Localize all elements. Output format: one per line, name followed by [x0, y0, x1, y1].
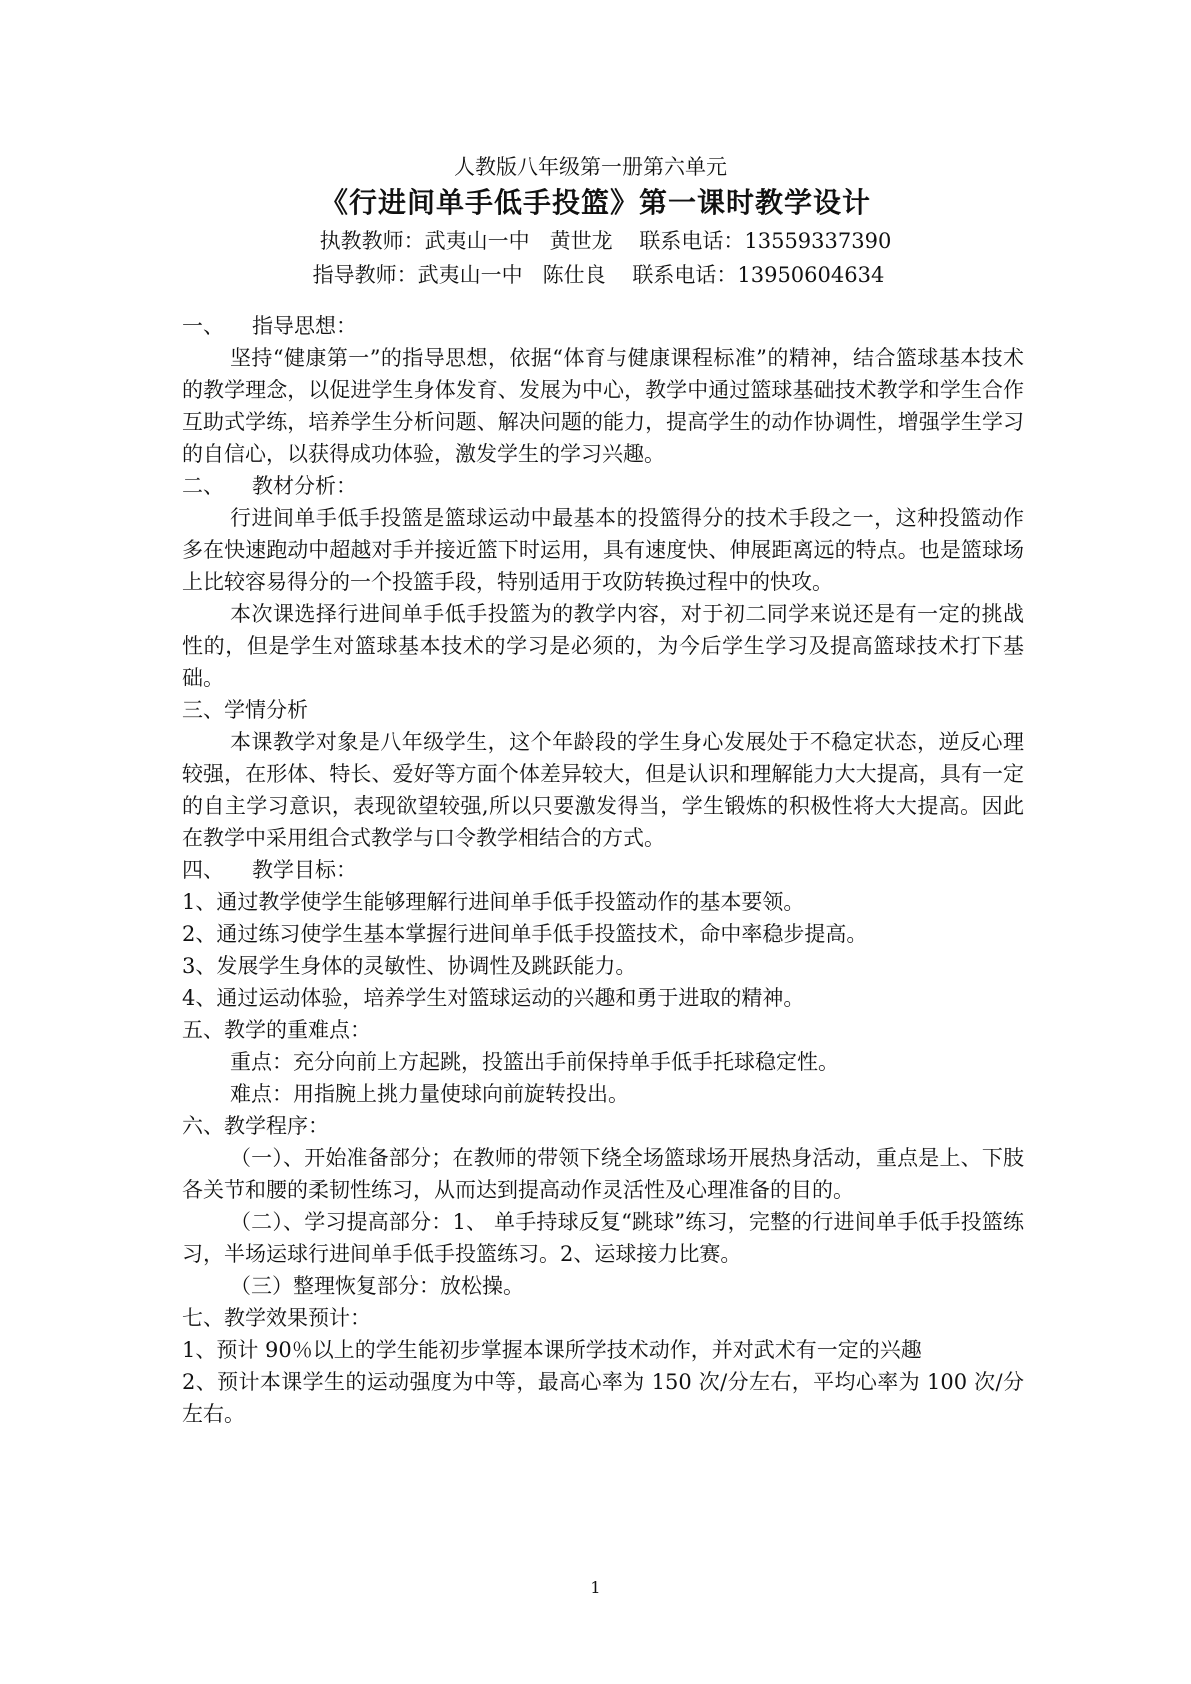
teacher-line: 执教教师：武夷山一中 黄世龙 联系电话：13559337390 [319, 229, 892, 253]
paragraph: 本课教学对象是八年级学生，这个年龄段的学生身心发展处于不稳定状态，逆反心理较强，在形体、特长、爱好等方面个体差异较大，但是认识和理解能力大大提高，具有一定的自主学习意识，表现欲望较强,所以只要激发得当，学生锻炼的积极性将大大提高。因此在教学中采用组合式教学与口令教学相结合的方式。 [182, 730, 1024, 850]
section-heading-2 [182, 470, 1024, 502]
section-heading-4 [182, 854, 1024, 886]
list-item: 1、通过教学使学生能够理解行进间单手低手投篮动作的基本要领。 [182, 890, 805, 914]
section-heading-5: 五、教学的重难点： [182, 1018, 371, 1042]
paragraph: 行进间单手低手投篮是篮球运动中最基本的投篮得分的技术手段之一，这种投篮动作多在快速跑动中超越对手并接近篮下时运用，具有速度快、伸展距离远的特点。也是篮球场上比较容易得分的一个投篮手段，特别适用于攻防转换过程中的快攻。 [182, 506, 1024, 594]
page-number: 1 [590, 1578, 601, 1597]
section-heading-6: 六、教学程序： [182, 1114, 329, 1138]
section-number: 一、 [182, 314, 224, 338]
list-item: 3、发展学生身体的灵敏性、协调性及跳跃能力。 [182, 954, 637, 978]
paragraph: 坚持“健康第一”的指导思想，依据“体育与健康课程标准”的精神，结合篮球基本技术的教学理念，以促进学生身体发育、发展为中心，教学中通过篮球基础技术教学和学生合作互助式学练，培养学生分析问题、解决问题的能力，提高学生的动作协调性，增强学生学习的自信心，以获得成功体验，激发学生的学习兴趣。 [182, 346, 1024, 466]
difficult-point: 难点：用指腕上挑力量使球向前旋转投出。 [230, 1082, 629, 1106]
list-item: 2、通过练习使学生基本掌握行进间单手低手投篮技术，命中率稳步提高。 [182, 922, 868, 946]
section-number: 二、 [182, 474, 224, 498]
section-title: 教材分析： [252, 474, 357, 498]
paragraph: （一）、开始准备部分；在教师的带领下绕全场篮球场开展热身活动，重点是上、下肢各关节和腰的柔韧性练习，从而达到提高动作灵活性及心理准备的目的。 [182, 1146, 1024, 1202]
section-heading-7: 七、教学效果预计： [182, 1306, 371, 1330]
section-heading-1 [182, 310, 1024, 342]
paragraph: 本次课选择行进间单手低手投篮为的教学内容，对于初二同学来说还是有一定的挑战性的，但是学生对篮球基本技术的学习是必须的，为今后学生学习及提高篮球技术打下基础。 [182, 602, 1024, 690]
section-title: 指导思想： [252, 314, 357, 338]
unit-subtitle: 人教版八年级第一册第六单元 [454, 155, 727, 179]
section-number: 四、 [182, 858, 224, 882]
list-item: 2、预计本课学生的运动强度为中等，最高心率为 150 次/分左右，平均心率为 100 次/分左右。 [182, 1370, 1024, 1426]
section-title: 教学目标： [252, 858, 357, 882]
paragraph: （三）整理恢复部分：放松操。 [230, 1274, 524, 1298]
list-item: 4、通过运动体验，培养学生对篮球运动的兴趣和勇于进取的精神。 [182, 986, 805, 1010]
section-heading-3: 三、学情分析 [182, 698, 308, 722]
advisor-line: 指导教师：武夷山一中 陈仕良 联系电话：13950604634 [312, 263, 885, 287]
list-item: 1、预计 90％以上的学生能初步掌握本课所学技术动作，并对武术有一定的兴趣 [182, 1338, 922, 1362]
document-header [0, 152, 1191, 292]
document-title: 《行进间单手低手投篮》第一课时教学设计 [319, 186, 871, 219]
document-body [182, 310, 1024, 1430]
key-point: 重点：充分向前上方起跳，投篮出手前保持单手低手托球稳定性。 [230, 1050, 839, 1074]
paragraph: （二）、学习提高部分：1、 单手持球反复“跳球”练习，完整的行进间单手低手投篮练习，半场运球行进间单手低手投篮练习。2、运球接力比赛。 [182, 1210, 1024, 1266]
